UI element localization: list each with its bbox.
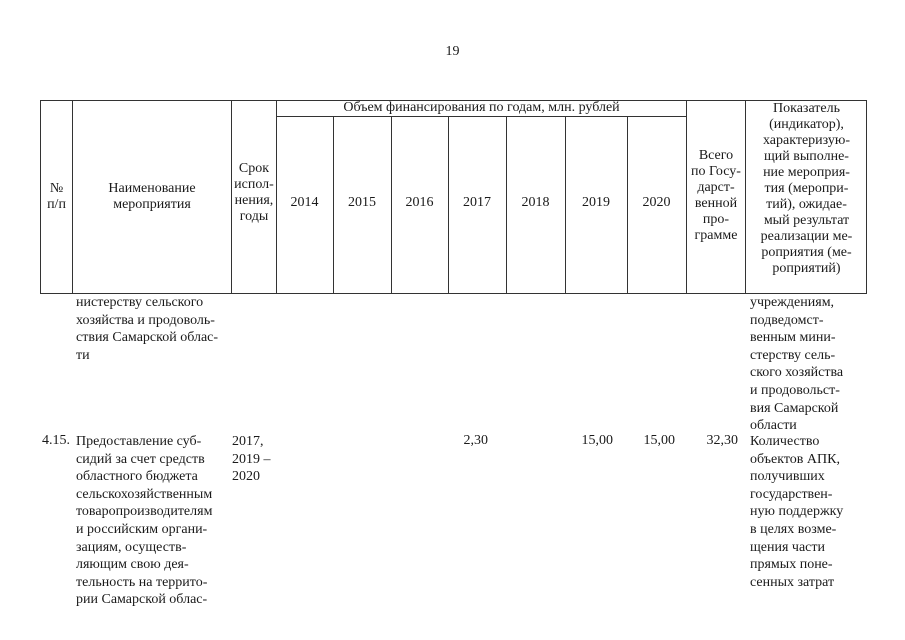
row-total: 32,30 xyxy=(706,433,738,448)
header-funding-group: Объем финансирования по годам, млн. рублей xyxy=(343,100,620,115)
header-year: 2019 xyxy=(582,195,610,210)
header-year: 2018 xyxy=(521,195,550,210)
header-year: 2015 xyxy=(348,195,376,210)
row-number: 4.15. xyxy=(42,433,70,448)
page-number: 19 xyxy=(445,44,460,59)
funding-group-divider xyxy=(276,116,686,117)
header-year: 2020 xyxy=(642,195,671,210)
header-indicator: Показатель (индикатор), характеризую- щий выполне- ние мероприя- тия (меропри- тий), ожидае- мый результат реализации ме- роприятия (ме- роприятий) xyxy=(760,101,853,276)
header-number: № п/п xyxy=(47,181,66,212)
continuation-name: нистерству сельского хозяйства и продоволь- ствия Самарской облас- ти xyxy=(76,295,219,363)
value-2019: 15,00 xyxy=(581,433,613,448)
header-year: 2016 xyxy=(405,195,434,210)
header-total: Всего по Госу- дарст- венной про- грамме xyxy=(691,148,741,243)
continuation-indicator: учреждениям, подведомст- венным мини- стерству сель- ского хозяйства и продовольст- вия Самарской области xyxy=(750,295,844,434)
value-2020: 15,00 xyxy=(643,433,675,448)
row-indicator: Количество объектов АПК, получивших государствен- ную поддержку в целях возме- щения части прямых поне- сенных затрат xyxy=(750,434,844,590)
header-term: Срок испол- нения, годы xyxy=(234,161,274,224)
value-2017: 2,30 xyxy=(463,433,488,448)
header-year: 2017 xyxy=(463,195,491,210)
header-year: 2014 xyxy=(290,195,319,210)
header-name: Наименование мероприятия xyxy=(108,181,196,212)
row-term: 2017, 2019 – 2020 xyxy=(232,434,271,485)
row-name: Предоставление суб- сидий за счет средств областного бюджета сельскохозяйственным товаропроизводителям и российским органи- зациям, осуществ- ляющим свою дея- тельность на террито- рии Самарской облас- xyxy=(76,434,213,608)
